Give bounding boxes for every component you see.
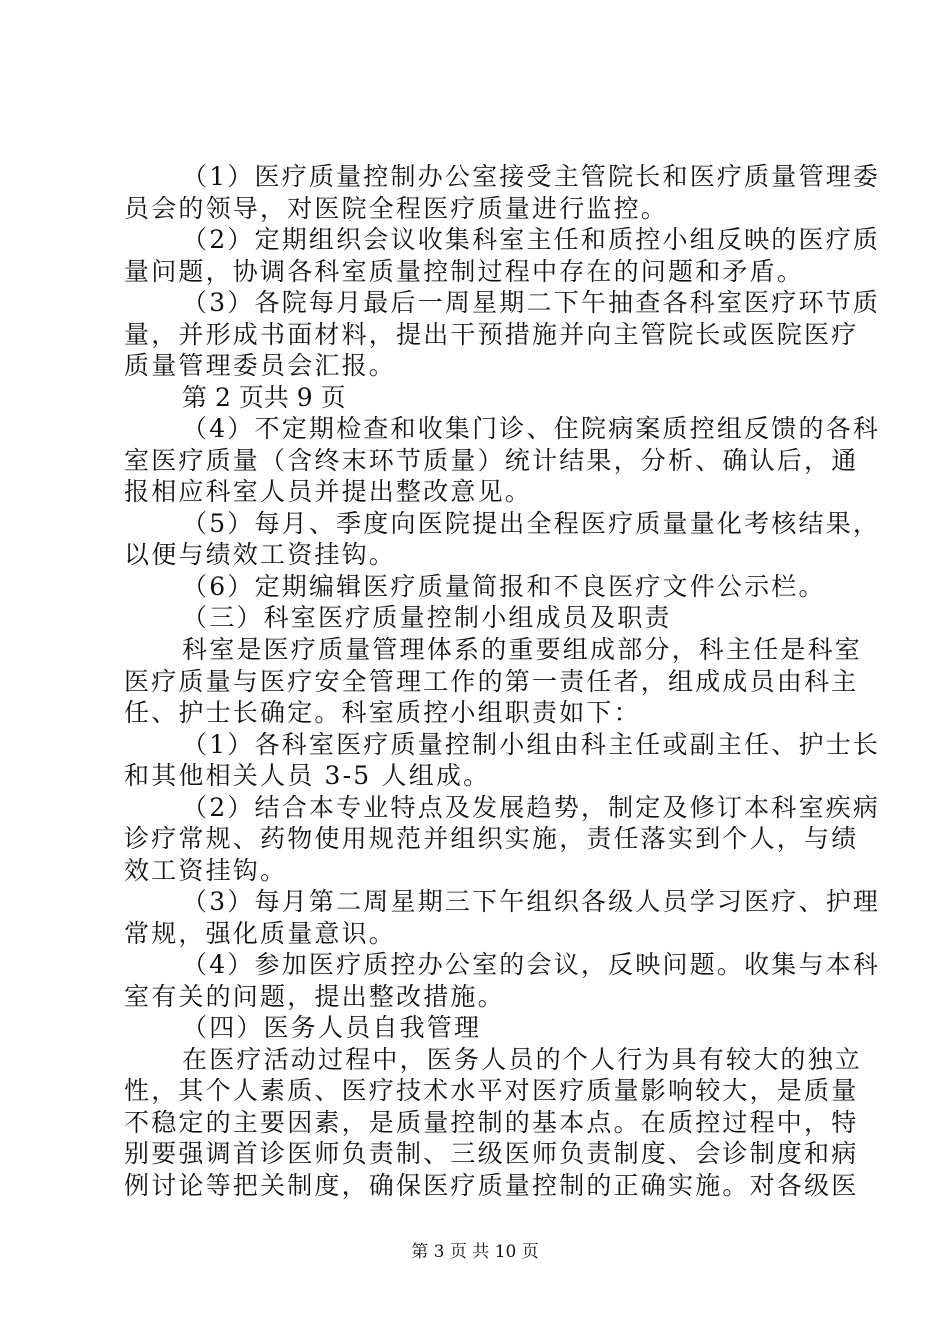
text-line: （3）各院每月最后一周星期二下午抽查各科室医疗环节质 [182,288,881,317]
text-line: 员会的领导，对医院全程医疗质量进行监控。 [124,194,669,223]
text-line: 任、护士长确定。科室质控小组职责如下： [124,698,641,727]
text-line: 别要强调首诊医师负责制、三级医师负责制度、会诊制度和病 [124,1139,859,1168]
text-line: 量问题，协调各科室质量控制过程中存在的问题和矛盾。 [124,257,805,286]
text-line: 报相应科室人员并提出整改意见。 [124,477,533,506]
page-marker: 第 2 页共 9 页 [182,383,346,412]
text-line: （6）定期编辑医疗质量简报和不良医疗文件公示栏。 [182,572,826,601]
text-line: 不稳定的主要因素，是质量控制的基本点。在质控过程中，特 [124,1108,859,1137]
text-line: 室医疗质量（含终末环节质量）统计结果，分析、确认后，通 [124,446,859,475]
text-line: 性，其个人素质、医疗技术水平对医疗质量影响较大，是质量 [124,1076,859,1105]
text-line: 医疗质量与医疗安全管理工作的第一责任者，组成成员由科主 [124,667,859,696]
text-line: （1）各科室医疗质量控制小组由科主任或副主任、护士长 [182,730,881,759]
text-line: （4）参加医疗质控办公室的会议，反映问题。收集与本科 [182,950,881,979]
text-line: 室有关的问题，提出整改措施。 [124,982,505,1011]
text-line: 科室是医疗质量管理体系的重要组成部分，科主任是科室 [182,635,863,664]
text-line: 以便与绩效工资挂钩。 [124,540,397,569]
text-line: 常规，强化质量意识。 [124,919,397,948]
text-line: 例讨论等把关制度，确保医疗质量控制的正确实施。对各级医 [124,1171,859,1200]
text-line: （2）定期组织会议收集科室主任和质控小组反映的医疗质 [182,225,881,254]
section-heading: （三）科室医疗质量控制小组成员及职责 [182,603,672,632]
text-line: 在医疗活动过程中，医务人员的个人行为具有较大的独立 [182,1045,863,1074]
text-line: （3）每月第二周星期三下午组织各级人员学习医疗、护理 [182,887,881,916]
text-line: 量，并形成书面材料，提出干预措施并向主管院长或医院医疗 [124,320,859,349]
text-line: （5）每月、季度向医院提出全程医疗质量量化考核结果， [182,509,881,538]
text-line: （2）结合本专业特点及发展趋势，制定及修订本科室疾病 [182,793,881,822]
text-line: 诊疗常规、药物使用规范并组织实施，责任落实到个人，与绩 [124,824,859,853]
page-footer: 第 3 页 共 10 页 [411,1242,539,1262]
text-line: 质量管理委员会汇报。 [124,351,397,380]
section-heading: （四）医务人员自我管理 [182,1013,482,1042]
text-line: （4）不定期检查和收集门诊、住院病案质控组反馈的各科 [182,414,881,443]
text-line: （1）医疗质量控制办公室接受主管院长和医疗质量管理委 [182,162,881,191]
text-line: 效工资挂钩。 [124,856,288,885]
text-line: 和其他相关人员 3-5 人组成。 [124,761,491,790]
